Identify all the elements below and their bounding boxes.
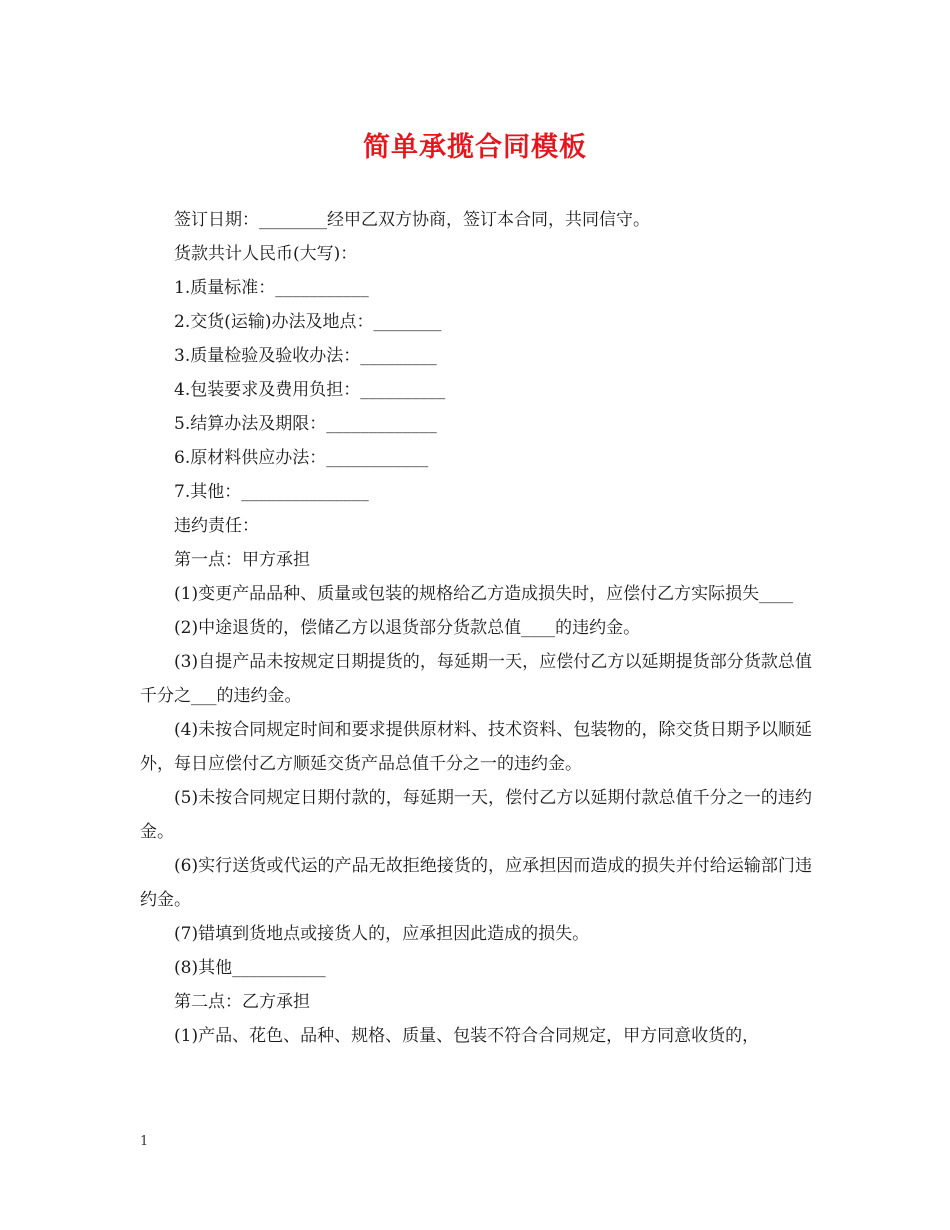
- paragraph-materials-supply: 6.原材料供应办法：____________: [174, 448, 429, 468]
- paragraph-a-clause-2: (2)中途退货的，偿储乙方以退货部分货款总值____的违约金。: [174, 618, 641, 638]
- paragraph-delivery-method: 2.交货(运输)办法及地点：________: [174, 312, 442, 332]
- paragraph-b-clause-1: (1)产品、花色、品种、规格、质量、包装不符合合同规定，甲方同意收货的，: [174, 1026, 760, 1046]
- paragraph-settlement: 5.结算办法及期限：_____________: [174, 414, 437, 434]
- paragraph-party-b-heading: 第二点：乙方承担: [174, 992, 310, 1012]
- document-body: [140, 203, 812, 1053]
- document-title: 简单承揽合同模板: [363, 132, 587, 163]
- paragraph-a-clause-8: (8)其他___________: [174, 958, 326, 978]
- paragraph-liability-heading: 违约责任：: [174, 516, 259, 536]
- paragraph-a-clause-5: (5)未按合同规定日期付款的，每延期一天，偿付乙方以延期付款总值千分之一的违约金。: [140, 788, 812, 842]
- paragraph-a-clause-7: (7)错填到货地点或接货人的，应承担因此造成的损失。: [174, 924, 590, 944]
- paragraph-signing-date: 签订日期：________经甲乙双方协商，签订本合同，共同信守。: [174, 210, 650, 230]
- paragraph-total-payment: 货款共计人民币(大写)：: [174, 244, 358, 264]
- paragraph-packaging: 4.包装要求及费用负担：__________: [174, 380, 446, 400]
- paragraph-quality-standard: 1.质量标准：___________: [174, 278, 369, 298]
- page-number: 1: [140, 1134, 149, 1149]
- paragraph-a-clause-6: (6)实行送货或代运的产品无故拒绝接货的，应承担因而造成的损失并付给运输部门违约金。: [140, 856, 812, 910]
- paragraph-other: 7.其他：_______________: [174, 482, 369, 502]
- paragraph-a-clause-4: (4)未按合同规定时间和要求提供原材料、技术资料、包装物的，除交货日期予以顺延外，每日应偿付乙方顺延交货产品总值千分之一的违约金。: [140, 720, 812, 774]
- paragraph-inspection-method: 3.质量检验及验收办法：_________: [174, 346, 437, 366]
- paragraph-party-a-heading: 第一点：甲方承担: [174, 550, 310, 570]
- paragraph-a-clause-1: (1)变更产品品种、质量或包装的规格给乙方造成损失时，应偿付乙方实际损失____: [174, 584, 794, 604]
- paragraph-a-clause-3: (3)自提产品未按规定日期提货的，每延期一天，应偿付乙方以延期提货部分货款总值千分之___的违约金。: [140, 652, 812, 706]
